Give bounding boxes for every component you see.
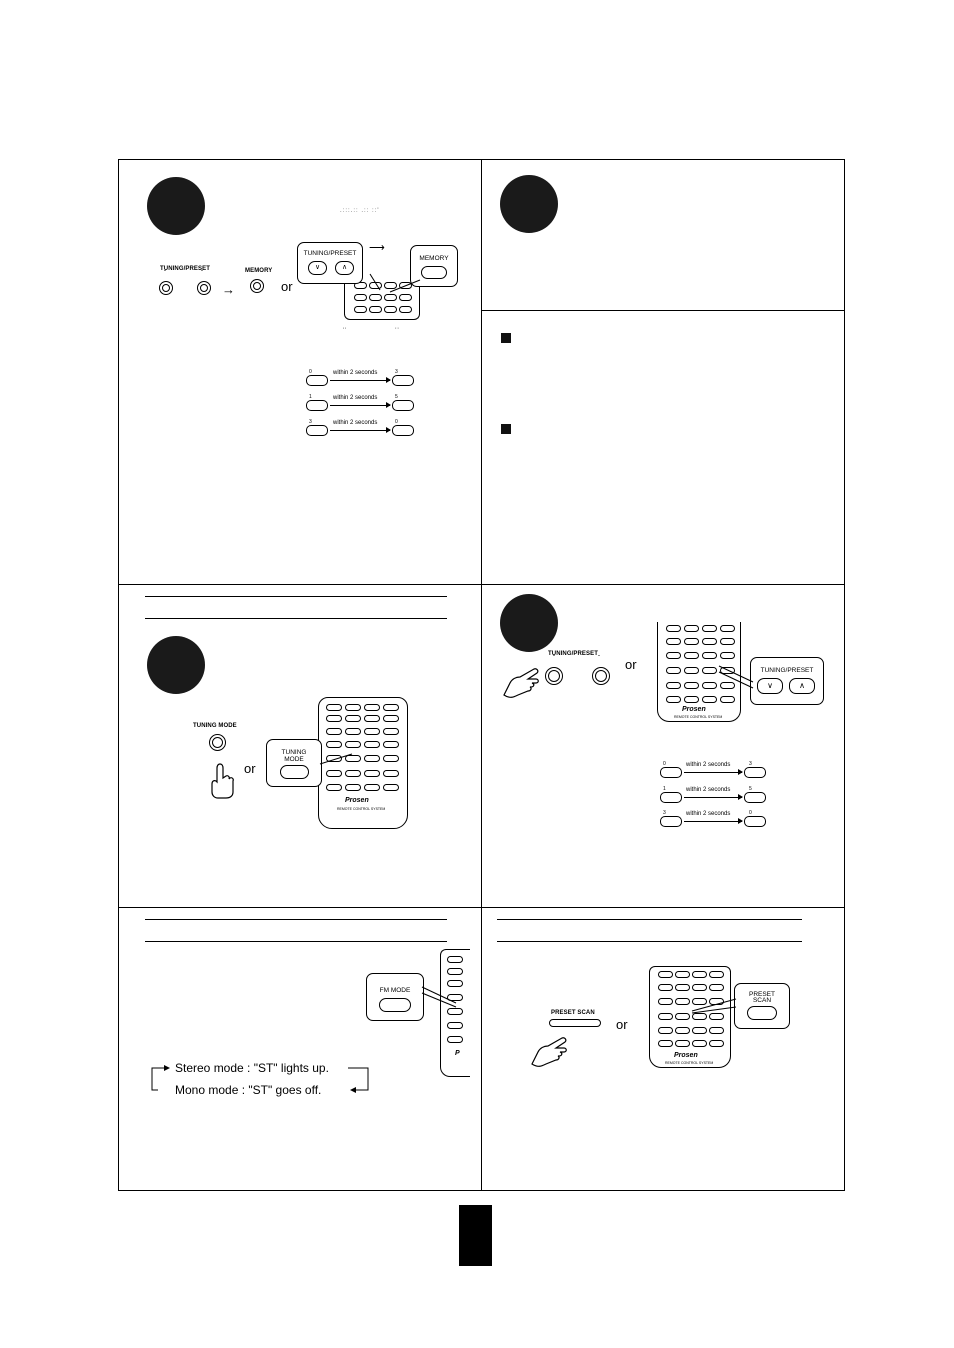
brand-subtitle: REMOTE CONTROL SYSTEM <box>665 1061 714 1065</box>
tuning-mode-callout: TUNING MODE <box>266 739 322 787</box>
preset-scan-label: PRESET SCAN <box>551 1010 595 1016</box>
brand-logo: P <box>455 1050 460 1057</box>
faded-text-mark: '' '' <box>343 328 400 334</box>
brand-logo: Prosen <box>345 797 369 804</box>
callout-tuning-mode-button <box>280 765 309 779</box>
memory-callout: MEMORY <box>410 245 458 287</box>
tuning-up-button[interactable] <box>197 281 211 295</box>
step-badge <box>500 594 558 652</box>
brand-logo: Prosen <box>674 1052 698 1059</box>
mono-mode-text: Mono mode : "ST" goes off. <box>175 1083 322 1097</box>
down-chevron-icon: ˇ <box>164 271 166 277</box>
fm-mode-callout: FM MODE <box>366 973 424 1021</box>
remote-control-image <box>649 966 731 1068</box>
key-sequence-row: 0 within 2 seconds 3 <box>306 369 416 387</box>
preset-scan-callout: PRESET SCAN <box>734 983 790 1029</box>
stereo-mode-text: Stereo mode : "ST" lights up. <box>175 1061 329 1075</box>
callout-fm-mode-button <box>379 998 411 1012</box>
section-rule <box>497 941 802 942</box>
or-text: or <box>616 1017 628 1032</box>
center-divider <box>481 159 482 1191</box>
callout-preset-scan-button <box>747 1006 777 1020</box>
brand-subtitle: REMOTE CONTROL SYSTEM <box>337 807 386 811</box>
brand-subtitle: REMOTE CONTROL SYSTEM <box>674 715 723 719</box>
tuning-up-button[interactable] <box>592 667 610 685</box>
section-rule <box>145 919 447 920</box>
or-text: or <box>625 657 637 672</box>
tuning-preset-label: TUNING/PRESET <box>548 651 598 657</box>
row-divider-3 <box>118 907 845 908</box>
key-sequence-row: 0 within 2 seconds 3 <box>660 761 770 779</box>
square-bullet-icon <box>501 424 511 434</box>
key-sequence-row: 1 within 2 seconds 5 <box>660 786 770 804</box>
callout-up-button: ∧ <box>335 261 354 275</box>
faded-text-mark: .:::.:: .:: ::' <box>340 208 380 214</box>
tuning-mode-button[interactable] <box>209 734 226 751</box>
arrow-icon: ⟶ <box>369 242 385 254</box>
arrow-icon: → <box>222 282 235 297</box>
down-chevron-icon: ˇ <box>553 656 555 662</box>
brand-logo: Prosen <box>682 706 706 713</box>
hand-pointer-icon <box>208 762 236 800</box>
step-badge <box>147 636 205 694</box>
key-sequence-row: 1 within 2 seconds 5 <box>306 394 416 412</box>
tuning-preset-label: TUNING/PRESET <box>160 266 210 272</box>
callout-up-button: ∧ <box>789 678 815 694</box>
pointer-lines <box>350 260 440 300</box>
row-divider-2 <box>118 584 845 585</box>
up-chevron-icon: ˆ <box>598 656 600 662</box>
step-badge <box>500 175 558 233</box>
tuning-down-button[interactable] <box>545 667 563 685</box>
hand-pointer-icon <box>528 1034 570 1070</box>
section-rule <box>145 941 447 942</box>
pointer-lines <box>690 995 740 1015</box>
key-sequence-row: 3 within 2 seconds 0 <box>660 810 770 828</box>
tuning-preset-callout: TUNING/PRESET ∨ ∧ <box>750 657 824 705</box>
hand-pointer-icon <box>500 665 542 701</box>
pointer-lines <box>318 750 358 770</box>
callout-down-button: ∨ <box>308 261 327 275</box>
memory-label: MEMORY <box>245 268 273 274</box>
callout-down-button: ∨ <box>757 678 783 694</box>
or-text: or <box>281 279 293 294</box>
memory-button[interactable] <box>250 279 264 293</box>
key-sequence-row: 3 within 2 seconds 0 <box>306 419 416 437</box>
step-badge <box>147 177 205 235</box>
pointer-lines <box>715 660 757 690</box>
pointer-lines <box>420 985 460 1015</box>
or-text: or <box>244 761 256 776</box>
section-rule <box>145 596 447 597</box>
section-rule <box>497 919 802 920</box>
square-bullet-icon <box>501 333 511 343</box>
section-rule <box>145 618 447 619</box>
tuning-down-button[interactable] <box>159 281 173 295</box>
preset-scan-button[interactable] <box>549 1019 601 1027</box>
up-chevron-icon: ˆ <box>201 271 203 277</box>
tuning-mode-label: TUNING MODE <box>193 723 237 729</box>
row-divider-1-right <box>481 310 845 311</box>
page-number-tab <box>459 1205 492 1266</box>
tuning-preset-callout: TUNING/PRESET ∨ ∧ <box>297 242 363 284</box>
